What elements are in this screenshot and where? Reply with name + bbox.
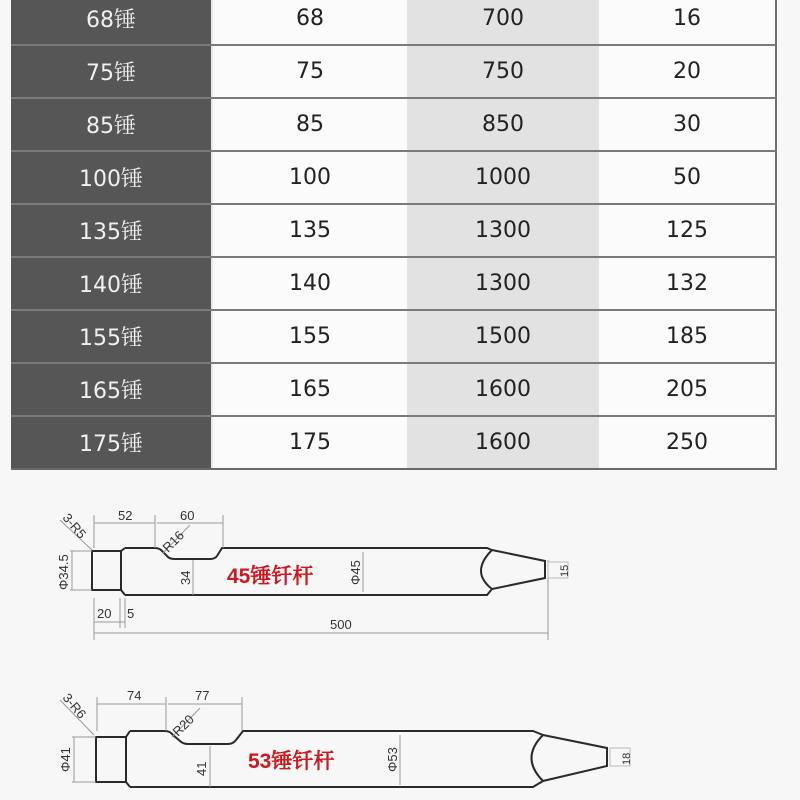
- chisel-drawing-53: [96, 731, 607, 787]
- value-cell: 155: [213, 311, 407, 362]
- dim-chamfer: 3-R6: [59, 690, 90, 722]
- dimension-labels-45: [56, 508, 571, 632]
- dim-radius: R16: [159, 527, 187, 556]
- value-cell: 140: [213, 258, 407, 309]
- model-cell: 165锤: [11, 364, 213, 415]
- chisel-drawing-45: [92, 548, 545, 595]
- dim-groove: 34: [178, 570, 193, 585]
- value-cell: 750: [407, 46, 599, 97]
- model-cell: 100锤: [11, 152, 213, 203]
- value-cell: 135: [213, 205, 407, 256]
- table-row: [11, 258, 777, 311]
- value-cell: 132: [599, 258, 777, 309]
- dim-shank-dia: Φ34.5: [56, 554, 71, 590]
- technical-drawings: [0, 480, 800, 800]
- value-cell: 1300: [407, 205, 599, 256]
- value-cell: 100: [213, 152, 407, 203]
- value-cell: 205: [599, 364, 777, 415]
- model-cell: 140锤: [11, 258, 213, 309]
- value-cell: 700: [407, 0, 599, 44]
- dim-tip: 18: [621, 752, 633, 765]
- table-row: [11, 417, 777, 470]
- value-cell: 30: [599, 99, 777, 150]
- dim-total: 500: [330, 617, 352, 632]
- dim-tip: 15: [559, 564, 571, 577]
- spec-table: [11, 0, 777, 470]
- model-cell: 175锤: [11, 417, 213, 468]
- dim-len-b: 77: [195, 688, 210, 703]
- value-cell: 1300: [407, 258, 599, 309]
- value-cell: 185: [599, 311, 777, 362]
- table-row: [11, 99, 777, 152]
- value-cell: 20: [599, 46, 777, 97]
- model-cell: 75锤: [11, 46, 213, 97]
- dim-step: 5: [127, 606, 135, 621]
- drawing-label-45: 45锤钎杆: [227, 565, 314, 588]
- model-cell: 155锤: [11, 311, 213, 362]
- value-cell: 850: [407, 99, 599, 150]
- value-cell: 165: [213, 364, 407, 415]
- dimension-lines-45: [60, 515, 568, 640]
- dim-body-dia: Φ45: [348, 560, 363, 585]
- model-cell: 68锤: [11, 0, 213, 44]
- table-row: [11, 364, 777, 417]
- dim-groove: 41: [194, 761, 209, 776]
- drawing-label-53: 53锤钎杆: [248, 750, 335, 773]
- dim-len-a: 52: [118, 508, 133, 523]
- dim-shank-dia: Φ41: [58, 747, 73, 772]
- value-cell: 250: [599, 417, 777, 468]
- dimension-lines-53: [60, 697, 630, 787]
- value-cell: 1600: [407, 364, 599, 415]
- value-cell: 75: [213, 46, 407, 97]
- value-cell: 1500: [407, 311, 599, 362]
- value-cell: 85: [213, 99, 407, 150]
- dim-len-b: 60: [180, 508, 195, 523]
- value-cell: 68: [213, 0, 407, 44]
- value-cell: 125: [599, 205, 777, 256]
- table-row: [11, 0, 777, 46]
- table-row: [11, 46, 777, 99]
- value-cell: 1000: [407, 152, 599, 203]
- value-cell: 1600: [407, 417, 599, 468]
- value-cell: 16: [599, 0, 777, 44]
- dim-len-a: 74: [127, 688, 142, 703]
- table-row: [11, 311, 777, 364]
- value-cell: 175: [213, 417, 407, 468]
- value-cell: 50: [599, 152, 777, 203]
- model-cell: 135锤: [11, 205, 213, 256]
- dim-chamfer: 3-R5: [59, 510, 90, 542]
- dim-collar: 20: [97, 606, 112, 621]
- table-row: [11, 205, 777, 258]
- model-cell: 85锤: [11, 99, 213, 150]
- dim-radius: R20: [169, 711, 197, 740]
- table-row: [11, 152, 777, 205]
- dim-body-dia: Φ53: [385, 747, 400, 772]
